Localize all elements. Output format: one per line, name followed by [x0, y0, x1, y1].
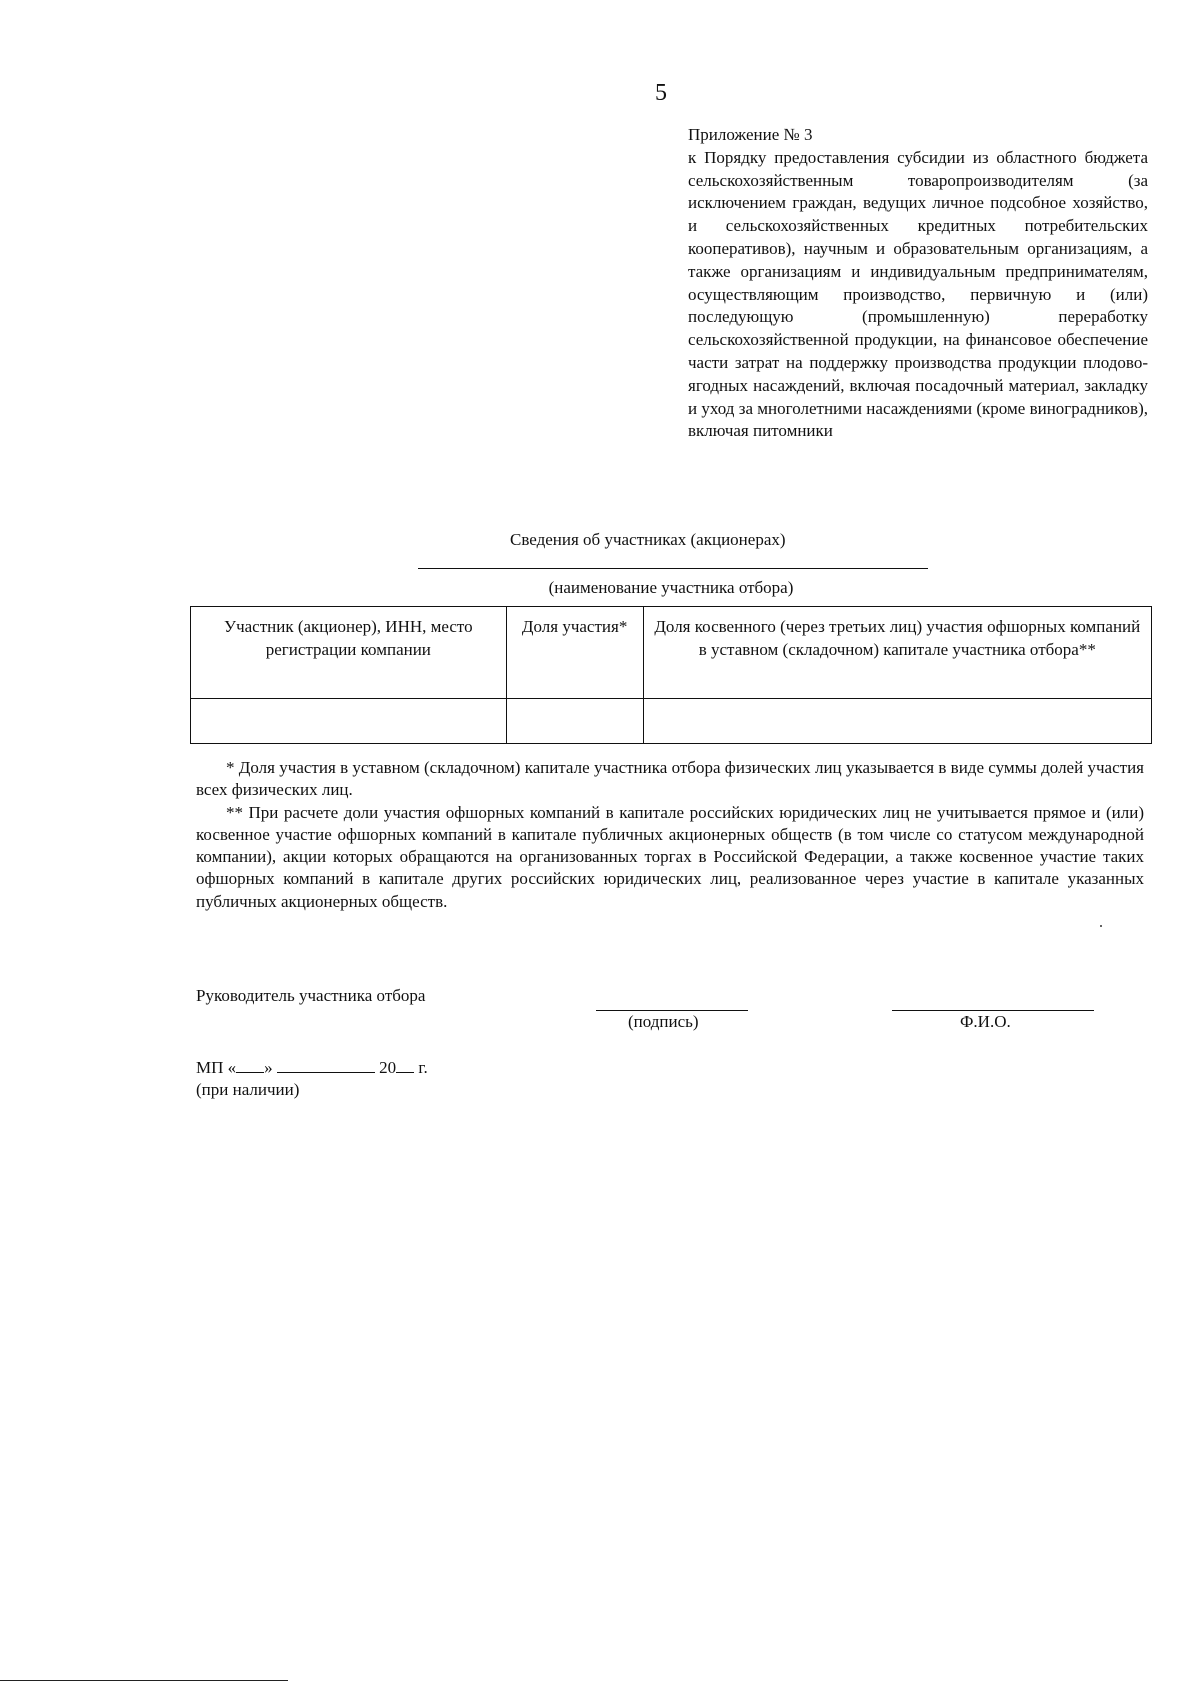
- year-prefix: 20: [379, 1058, 397, 1077]
- appendix-title: Приложение № 3: [688, 125, 813, 144]
- participant-name-caption: (наименование участника отбора): [548, 578, 794, 597]
- quote-close: »: [264, 1058, 273, 1077]
- page-number: 5: [655, 80, 667, 106]
- signature-line: [596, 1010, 748, 1011]
- column-header-offshore-share: Доля косвенного (через третьих лиц) участия офшорных компаний в уставном (складочном) капитале участника отбора**: [643, 607, 1151, 699]
- director-label: Руководитель участника отбора: [196, 986, 426, 1005]
- column-header-share: Доля участия*: [506, 607, 643, 699]
- fio-caption: Ф.И.О.: [960, 1012, 1011, 1031]
- footnote-2: ** При расчете доли участия офшорных компаний в капитале российских юридических лиц не учитывается прямое и (или) косвенное участие офшорных компаний в капитале публичных акционерных обществ (в том числе со статусом международной компании), акции которых обращаются на организованных торгах в Российской Федерации, а также косвенное участие таких офшорных компаний в капитале других российских юридических лиц, реализованное через участие в капитале указанных публичных акционерных обществ.: [196, 802, 1144, 911]
- footnote-1: * Доля участия в уставном (складочном) капитале участника отбора физических лиц указывается в виде суммы долей участия всех физических лиц.: [196, 758, 1144, 800]
- stamp-label: МП «: [196, 1058, 237, 1077]
- month-blank: [277, 1056, 375, 1073]
- signature-caption: (подпись): [628, 1012, 699, 1031]
- appendix-text: к Порядку предоставления субсидии из областного бюджета сельскохозяйственным товаропроизводителям (за исключением граждан, ведущих личное подсобное хозяйство, и сельскохозяйственных кредитных потребительских кооперативов), научным и образовательным организациям, а также организациям и индивидуальным предпринимателям, осуществляющим производство, первичную и (или) последующую (промышленную) переработку сельскохозяйственной продукции, на финансовое обеспечение части затрат на поддержку производства продукции плодово-ягодных насаждений, включая посадочный материал, закладку и уход за многолетними насаждениями (кроме виноградников), включая питомники: [688, 147, 1148, 441]
- year-suffix: г.: [414, 1058, 428, 1077]
- document-heading: Сведения об участниках (акционерах): [510, 530, 786, 549]
- stamp-date-line: [196, 1056, 428, 1078]
- stamp-note: (при наличии): [196, 1080, 300, 1099]
- column-header-participant: Участник (акционер), ИНН, место регистрации компании: [191, 607, 507, 699]
- fio-line: [892, 1010, 1094, 1011]
- year-blank: [396, 1056, 414, 1073]
- day-blank: [236, 1056, 264, 1073]
- bottom-rule: [0, 1680, 288, 1681]
